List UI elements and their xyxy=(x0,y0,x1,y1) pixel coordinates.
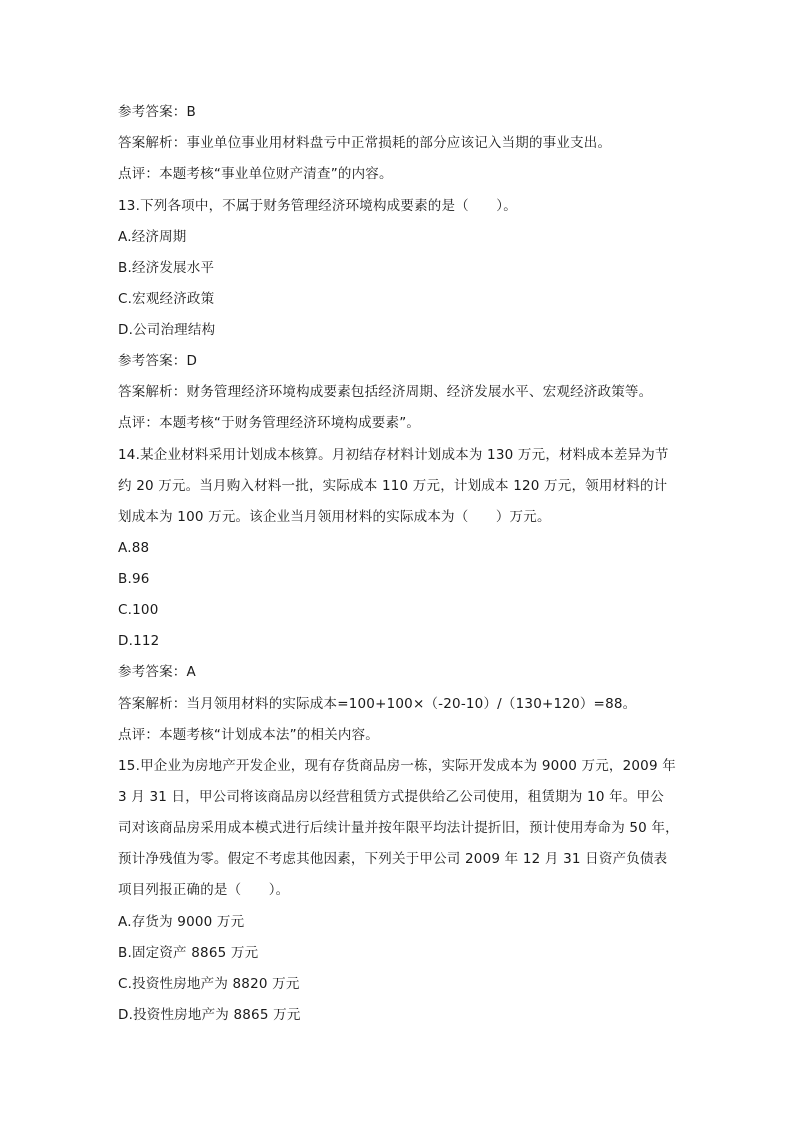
option-c-q15: C.投资性房地产为 8820 万元 xyxy=(118,976,300,992)
question-14-line-2: 约 20 万元。当月购入材料一批，实际成本 110 万元，计划成本 120 万元，领用材料的计 xyxy=(118,478,668,494)
answer-q14: 参考答案：A xyxy=(118,664,196,680)
option-b-q15: B.固定资产 8865 万元 xyxy=(118,945,259,961)
comment-q14: 点评：本题考核“计划成本法”的相关内容。 xyxy=(118,727,379,743)
option-a-q13: A.经济周期 xyxy=(118,229,187,245)
question-14-line-1: 14.某企业材料采用计划成本核算。月初结存材料计划成本为 130 万元，材料成本差异为节 xyxy=(118,447,669,463)
option-a-q15: A.存货为 9000 万元 xyxy=(118,914,245,930)
explanation-q13: 答案解析：财务管理经济环境构成要素包括经济周期、经济发展水平、宏观经济政策等。 xyxy=(118,384,653,400)
explanation-q12: 答案解析：事业单位事业用材料盘亏中正常损耗的部分应该记入当期的事业支出。 xyxy=(118,135,612,151)
option-b-q14: B.96 xyxy=(118,571,150,587)
question-15-line-3: 司对该商品房采用成本模式进行后续计量并按年限平均法计提折旧，预计使用寿命为 50 年， xyxy=(118,820,679,836)
option-b-q13: B.经济发展水平 xyxy=(118,260,215,276)
option-a-q14: A.88 xyxy=(118,540,150,556)
question-15-line-2: 3 月 31 日，甲公司将该商品房以经营租赁方式提供给乙公司使用，租赁期为 10 年。甲公 xyxy=(118,789,664,805)
option-c-q13: C.宏观经济政策 xyxy=(118,291,215,307)
comment-q13: 点评：本题考核“于财务管理经济环境构成要素”。 xyxy=(118,415,421,431)
option-d-q15: D.投资性房地产为 8865 万元 xyxy=(118,1007,301,1023)
question-15-line-4: 预计净残值为零。假定不考虑其他因素，下列关于甲公司 2009 年 12 月 31 日资产负债表 xyxy=(118,851,668,867)
option-d-q13: D.公司治理结构 xyxy=(118,322,216,338)
comment-q12: 点评：本题考核“事业单位财产清查”的内容。 xyxy=(118,166,393,182)
question-13: 13.下列各项中，不属于财务管理经济环境构成要素的是（ ）。 xyxy=(118,198,517,214)
answer-q13: 参考答案：D xyxy=(118,353,198,369)
question-14-line-3: 划成本为 100 万元。该企业当月领用材料的实际成本为（ ）万元。 xyxy=(118,509,551,525)
answer-q12: 参考答案：B xyxy=(118,104,196,120)
option-d-q14: D.112 xyxy=(118,633,160,649)
question-15-line-5: 项目列报正确的是（ ）。 xyxy=(118,882,290,898)
explanation-q14: 答案解析：当月领用材料的实际成本=100+100×（-20-10）/（130+120）=88。 xyxy=(118,696,637,712)
option-c-q14: C.100 xyxy=(118,602,159,618)
question-15-line-1: 15.甲企业为房地产开发企业，现有存货商品房一栋，实际开发成本为 9000 万元，2009 年 xyxy=(118,758,676,774)
